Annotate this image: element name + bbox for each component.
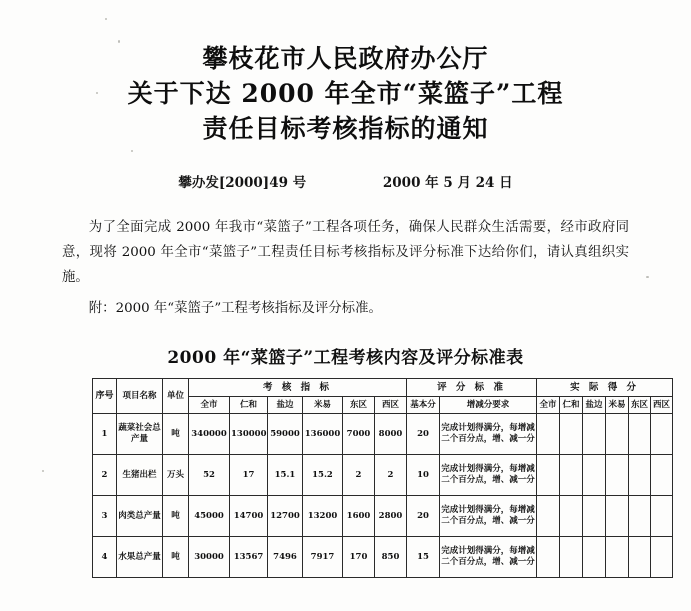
cell-actual-renhe [560, 496, 583, 537]
cell-actual-dongqu [629, 455, 651, 496]
header-assess-miyi: 米易 [303, 397, 343, 414]
cell-unit: 吨 [163, 537, 189, 578]
header-base-score: 基本分 [407, 397, 440, 414]
cell-actual-city [537, 496, 560, 537]
table-row [93, 496, 673, 537]
body-paragraph-1: 为了全面完成 2000 年我市“菜篮子”工程各项任务，确保人民群众生活需要，经市政府同意，现将 2000 年全市“菜篮子”工程责任目标考核指标及评分标准下达给你们，请认真组织实施。 [62, 220, 629, 285]
cell-unit: 万头 [163, 455, 189, 496]
header-actual-renhe: 仁和 [560, 397, 583, 414]
cell-assess-renhe: 130000 [230, 414, 268, 455]
cell-item-name: 生猪出栏 [117, 455, 163, 496]
cell-actual-yanbian [583, 455, 606, 496]
cell-index: 2 [93, 455, 117, 496]
cell-assess-city: 340000 [189, 414, 230, 455]
header-scoring-standard: 评 分 标 准 [407, 379, 537, 397]
cell-assess-miyi: 136000 [303, 414, 343, 455]
header-assess-city: 全市 [189, 397, 230, 414]
document-date: 2000 年 5 月 24 日 [382, 175, 513, 191]
cell-base-score: 20 [407, 496, 440, 537]
table-title: 2000 年“菜篮子”工程考核内容及评分标准表 [167, 348, 524, 368]
body-paragraph-2: 附：2000 年“菜篮子”工程考核指标及评分标准。 [88, 301, 382, 316]
header-actual-city: 全市 [537, 397, 560, 414]
document-title-line-1: 攀枝花市人民政府办公厅 [202, 44, 489, 73]
cell-assess-city: 45000 [189, 496, 230, 537]
cell-unit: 吨 [163, 496, 189, 537]
document-body [62, 215, 629, 321]
table-body [93, 414, 673, 578]
cell-assess-dongqu: 2 [343, 455, 375, 496]
document-title-line-3: 责任目标考核指标的通知 [202, 114, 489, 143]
cell-assess-yanbian: 12700 [268, 496, 303, 537]
cell-assess-dongqu: 7000 [343, 414, 375, 455]
header-assess-renhe: 仁和 [230, 397, 268, 414]
header-assessment-indicators: 考 核 指 标 [189, 379, 407, 397]
header-actual-yanbian: 盐边 [583, 397, 606, 414]
scan-speck [42, 470, 44, 472]
cell-actual-miyi [606, 455, 629, 496]
cell-unit: 吨 [163, 414, 189, 455]
cell-base-score: 15 [407, 537, 440, 578]
cell-actual-miyi [606, 496, 629, 537]
cell-assess-dongqu: 1600 [343, 496, 375, 537]
cell-assess-xiqu: 2800 [375, 496, 407, 537]
cell-index: 3 [93, 496, 117, 537]
scan-speck [105, 18, 107, 20]
header-actual-score: 实 际 得 分 [537, 379, 673, 397]
cell-actual-yanbian [583, 496, 606, 537]
cell-item-name: 水果总产量 [117, 537, 163, 578]
cell-requirement: 完成计划得满分，每增减 二个百分点，增、减一分 [440, 496, 537, 537]
cell-assess-yanbian: 15.1 [268, 455, 303, 496]
cell-assess-renhe: 13567 [230, 537, 268, 578]
cell-actual-city [537, 414, 560, 455]
document-title-block [0, 0, 691, 145]
header-actual-xiqu: 西区 [651, 397, 673, 414]
header-unit: 单位 [163, 379, 189, 414]
cell-actual-yanbian [583, 537, 606, 578]
cell-actual-xiqu [651, 537, 673, 578]
header-assess-xiqu: 西区 [375, 397, 407, 414]
cell-actual-dongqu [629, 496, 651, 537]
cell-assess-xiqu: 2 [375, 455, 407, 496]
cell-item-name: 蔬菜社会总产量 [117, 414, 163, 455]
document-title-line-2: 关于下达 2000 年全市“菜篮子”工程 [127, 79, 564, 108]
kpi-table [92, 378, 673, 578]
scan-speck [96, 92, 98, 94]
cell-assess-miyi: 15.2 [303, 455, 343, 496]
table-row [93, 455, 673, 496]
cell-actual-city [537, 455, 560, 496]
scan-speck [131, 150, 133, 152]
cell-assess-xiqu: 8000 [375, 414, 407, 455]
cell-assess-xiqu: 850 [375, 537, 407, 578]
cell-actual-xiqu [651, 455, 673, 496]
cell-assess-miyi: 13200 [303, 496, 343, 537]
cell-base-score: 10 [407, 455, 440, 496]
header-actual-dongqu: 东区 [629, 397, 651, 414]
cell-assess-city: 52 [189, 455, 230, 496]
header-actual-miyi: 米易 [606, 397, 629, 414]
cell-assess-yanbian: 7496 [268, 537, 303, 578]
cell-requirement: 完成计划得满分，每增减 二个百分点，增、减一分 [440, 455, 537, 496]
header-item-name: 项目名称 [117, 379, 163, 414]
cell-item-name: 肉类总产量 [117, 496, 163, 537]
cell-assess-dongqu: 170 [343, 537, 375, 578]
cell-actual-xiqu [651, 414, 673, 455]
table-row [93, 537, 673, 578]
cell-actual-yanbian [583, 414, 606, 455]
document-number: 攀办发[2000]49 号 [178, 175, 307, 191]
cell-actual-miyi [606, 537, 629, 578]
cell-assess-city: 30000 [189, 537, 230, 578]
cell-actual-xiqu [651, 496, 673, 537]
cell-actual-renhe [560, 537, 583, 578]
cell-actual-dongqu [629, 414, 651, 455]
document-meta-row [0, 171, 691, 191]
cell-assess-renhe: 14700 [230, 496, 268, 537]
cell-actual-renhe [560, 455, 583, 496]
scan-speck [646, 276, 649, 278]
cell-actual-city [537, 537, 560, 578]
cell-actual-dongqu [629, 537, 651, 578]
cell-base-score: 20 [407, 414, 440, 455]
scan-speck [118, 40, 120, 43]
table-row [93, 414, 673, 455]
cell-actual-renhe [560, 414, 583, 455]
cell-assess-renhe: 17 [230, 455, 268, 496]
cell-requirement: 完成计划得满分，每增减 二个百分点，增、减一分 [440, 414, 537, 455]
cell-index: 1 [93, 414, 117, 455]
table-header-group-row [93, 379, 673, 397]
header-adjust-requirement: 增减分要求 [440, 397, 537, 414]
table-container [92, 378, 671, 578]
cell-assess-yanbian: 59000 [268, 414, 303, 455]
cell-index: 4 [93, 537, 117, 578]
header-assess-yanbian: 盐边 [268, 397, 303, 414]
cell-assess-miyi: 7917 [303, 537, 343, 578]
cell-requirement: 完成计划得满分，每增减 二个百分点，增、减一分 [440, 537, 537, 578]
header-index: 序号 [93, 379, 117, 414]
cell-actual-miyi [606, 414, 629, 455]
header-assess-dongqu: 东区 [343, 397, 375, 414]
